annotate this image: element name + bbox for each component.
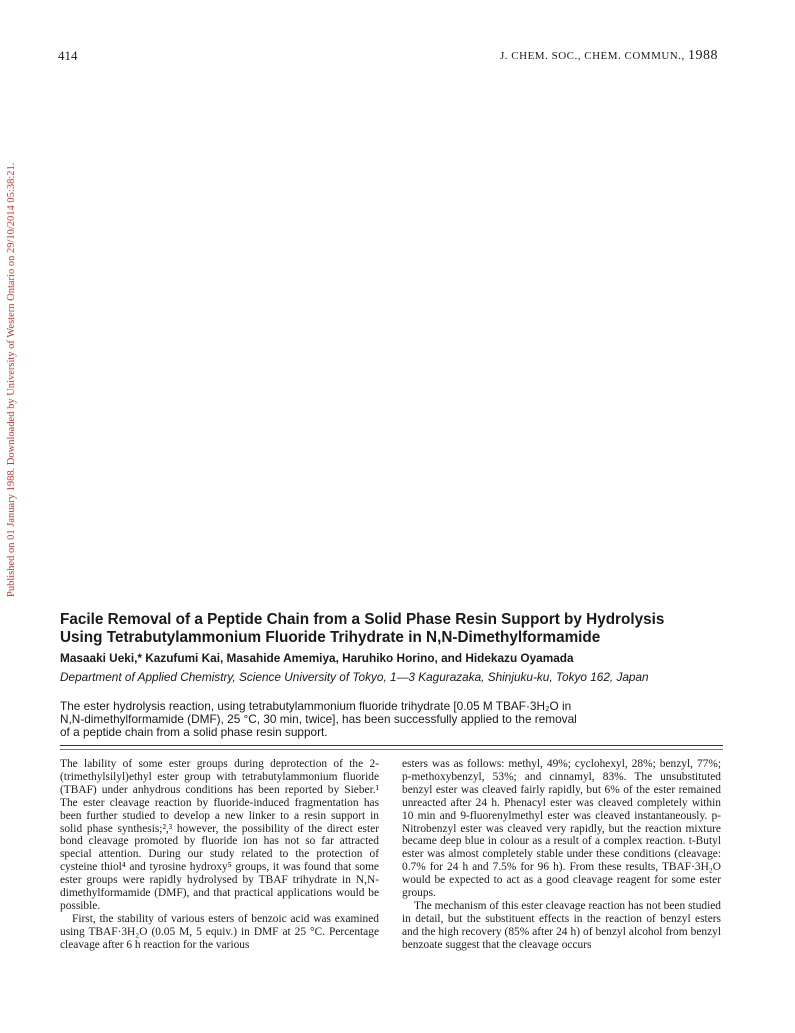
author-list: Masaaki Ueki,* Kazufumi Kai, Masahide Amemiya, Haruhiko Horino, and Hidekazu Oyamada: [60, 651, 574, 665]
section-divider-thin: [60, 749, 723, 750]
body-column-right: [402, 758, 721, 952]
abstract-line: of a peptide chain from a solid phase resin support.: [60, 725, 328, 739]
abstract-line: The ester hydrolysis reaction, using tetrabutylammonium fluoride trihydrate [0.05 M TBAF·3H₂O in: [60, 699, 572, 713]
abstract-line: N,N-dimethylformamide (DMF), 25 °C, 30 min, twice], has been successfully applied to the removal: [60, 712, 577, 726]
title-line-1: Facile Removal of a Peptide Chain from a Solid Phase Resin Support by Hydrolysis: [60, 611, 665, 628]
abstract: [60, 700, 670, 739]
section-divider: [60, 745, 723, 746]
title-line-2: Using Tetrabutylammonium Fluoride Trihydrate in N,N-Dimethylformamide: [60, 629, 601, 646]
body-paragraph: The mechanism of this ester cleavage reaction has not been studied in detail, but the substituent effects in the reaction of benzyl esters and the high recovery (85% after 24 h) of benzyl alcohol from benzyl benzoate suggest that the cleavage occurs: [402, 899, 721, 951]
body-paragraph: The lability of some ester groups during deprotection of the 2-(trimethylsilyl)ethyl ester group with tetrabutylammonium fluoride (TBAF) under anhydrous conditions has been reported by Sieber.¹ The ester cleavage reaction by fluoride-induced fragmentation has been further studied to develop a new linker to a resin support in solid phase synthesis;²,³ however, the possibility of the direct ester bond cleavage promoted by fluoride ion has not so far attracted special attention. During our study related to the protection of cysteine thiol⁴ and tyrosine hydroxy⁵ groups, it was found that some ester groups were rapidly hydrolysed by TBAF trihydrate in N,N-dimethylformamide (DMF), and that practical applications would be possible.: [60, 758, 379, 912]
journal-name: J. CHEM. SOC., CHEM. COMMUN.,: [500, 50, 685, 62]
body-column-left: [60, 758, 379, 952]
running-head: [380, 48, 718, 64]
body-paragraph: First, the stability of various esters of benzoic acid was examined using TBAF·3H₂O (0.05 M, 5 equiv.) in DMF at 25 °C. Percentage cleavage after 6 h reaction for the various: [60, 912, 379, 951]
journal-year: 1988: [688, 48, 718, 63]
affiliation: Department of Applied Chemistry, Science University of Tokyo, 1—3 Kagurazaka, Shinjuku-ku, Tokyo 162, Japan: [60, 670, 649, 684]
download-watermark: Published on 01 January 1988. Downloaded by University of Western Ontario on 29/10/2014 05:38:21.: [6, 162, 17, 598]
body-paragraph: esters was as follows: methyl, 49%; cyclohexyl, 28%; benzyl, 77%; p-methoxybenzyl, 53%; and cinnamyl, 83%. The unsubstituted benzyl ester was cleaved fairly rapidly, but 6% of the ester remained unreacted after 24 h. Phenacyl ester was cleaved completely within 10 min and 9-fluorenylmethyl ester was cleaved instantaneously. p-Nitrobenzyl ester was cleaved very rapidly, but the reaction mixture became deep blue in colour as a result of a complex reaction. t-Butyl ester was almost completely stable under these conditions (cleavage: 0.7% for 24 h and 7.5% for 96 h). From these results, TBAF·3H₂O would be expected to act as a good cleavage reagent for some ester groups.: [402, 758, 721, 900]
page-number: 414: [58, 48, 78, 63]
article-title: [60, 611, 730, 647]
